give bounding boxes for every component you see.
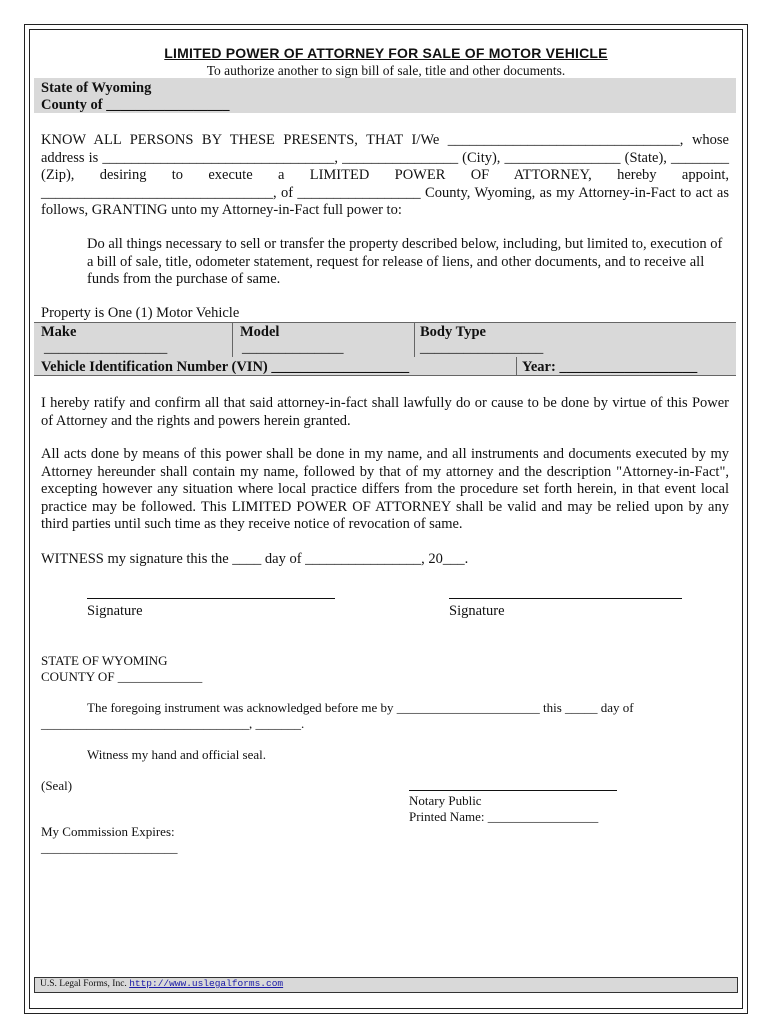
year-label: Year: ___________________ [522,359,698,375]
acknowledgment-line-2: ________________________________, _______. [41,716,305,731]
footer-company: U.S. Legal Forms, Inc. [40,979,127,989]
table-divider [516,357,517,375]
notary-signature-line [409,790,617,791]
footer-link[interactable]: http://www.uslegalforms.com [129,978,284,989]
signature-line [87,598,335,599]
document-subtitle: To authorize another to sign bill of sale, title and other documents. [206,63,566,78]
commission-blank: _____________________ [41,840,178,855]
footer [40,978,283,989]
table-divider [232,322,233,357]
seal-label: (Seal) [41,778,73,793]
acknowledgment-line: The foregoing instrument was acknowledged before me by ______________________ this _____ day of [87,700,634,715]
notary-state: STATE OF WYOMING [41,653,168,668]
acts-paragraph: All acts done by means of this power shall be done in my name, and all instruments and documents executed by my Attorney hereunder shall contain my name, followed by that of my attorney and the description "Attorney-in-Fact", excepting however any situation where local practice differs from the procedure set forth herein, in that event local practice may be followed. This LIMITED POWER OF ATTORNEY shall be valid and may be relied upon by any third parties until such time as they receive notice of revocation of same. [41,446,729,532]
witness-line: WITNESS my signature this the ____ day of ________________, 20___. [41,551,469,567]
model-label: Model [240,324,280,340]
property-label: Property is One (1) Motor Vehicle [41,305,240,321]
signature-line [449,598,682,599]
powers-paragraph: Do all things necessary to sell or transfer the property described below, including, but limited to, execution of a bill of sale, title, odometer statement, request for release of liens, and other documents, and to receive all funds from the purchase of same. [87,236,723,287]
notary-county: COUNTY OF _____________ [41,669,203,684]
intro-paragraph: KNOW ALL PERSONS BY THESE PRESENTS, THAT I/We ________________________________, whose address is ________________________________, ________________ (City), ________________ (State), ________ (Zip), desiring to execute a LIMITED POWER OF ATTORNEY, hereby appoint, ________________________________, of _________________ County, Wyoming, as my Attorney-in-Fact to act as follows, GRANTING unto my Attorney-in-Fact full power to: [41,132,729,218]
printed-name-line: Printed Name: _________________ [409,809,599,824]
vin-label: Vehicle Identification Number (VIN) ___________________ [41,359,410,375]
document-title: LIMITED POWER OF ATTORNEY FOR SALE OF MOTOR VEHICLE [164,45,608,61]
body-type-blank: _________________ [420,340,544,356]
notary-public-label: Notary Public [409,793,482,808]
make-label: Make [41,324,77,340]
body-type-label: Body Type [420,324,486,340]
model-blank: ______________ [242,340,344,356]
county-line: County of _________________ [41,97,230,113]
make-blank: _________________ [44,340,168,356]
commission-label: My Commission Expires: [41,824,175,839]
table-divider [414,322,415,357]
signature-label: Signature [87,603,143,619]
signature-label: Signature [449,603,505,619]
witness-hand-seal: Witness my hand and official seal. [87,747,267,762]
ratify-paragraph: I hereby ratify and confirm all that said attorney-in-fact shall lawfully do or cause to be done by virtue of this Power of Attorney and the rights and powers herein granted. [41,395,729,429]
state-line: State of Wyoming [41,80,152,96]
